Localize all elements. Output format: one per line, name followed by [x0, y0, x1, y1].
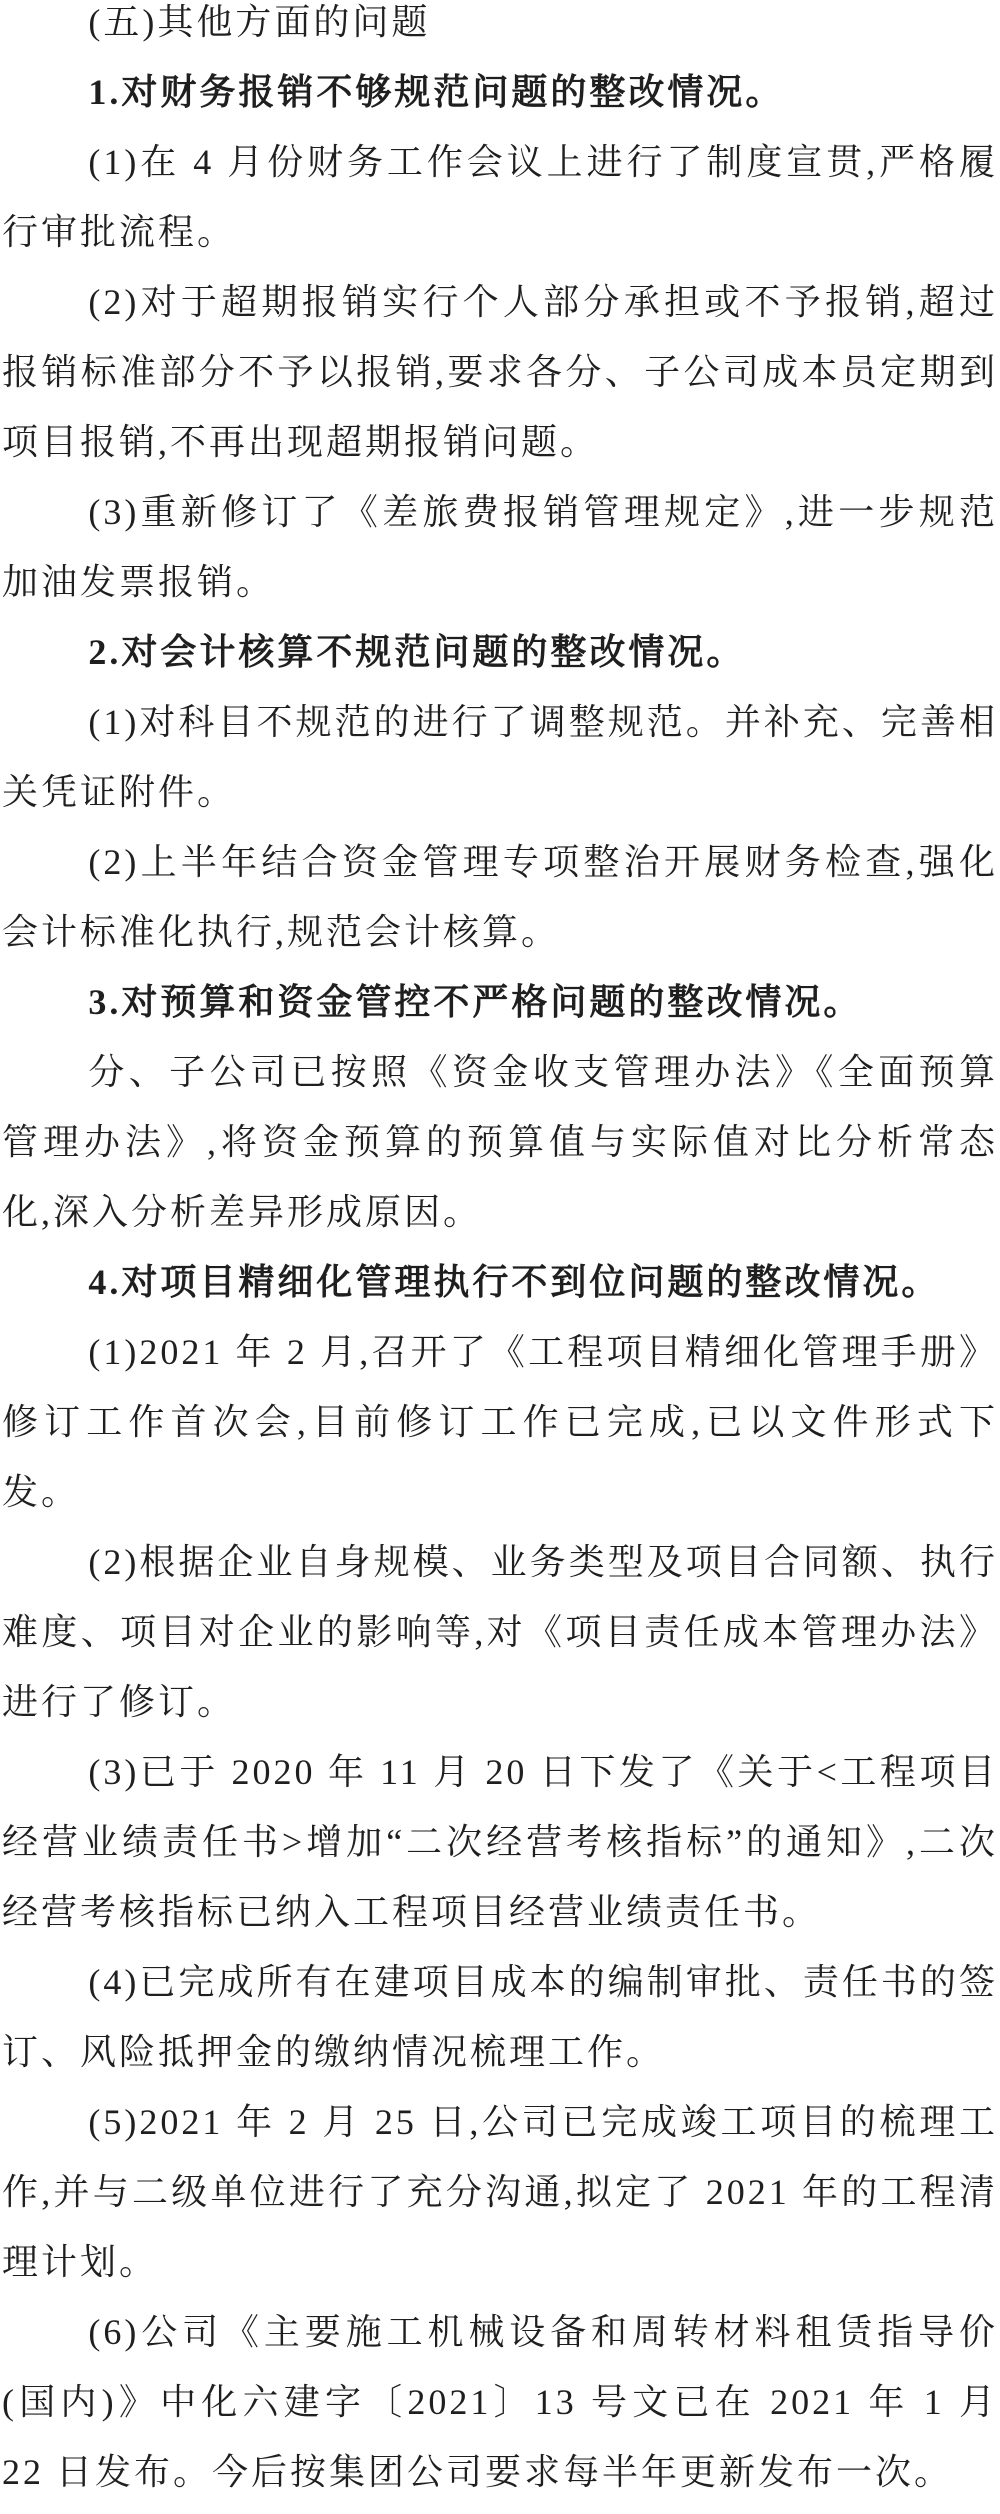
- paragraph: (6)公司《主要施工机械设备和周转材料租赁指导价(国内)》中化六建字〔2021〕13 号文已在 2021 年 1 月 22 日发布。今后按集团公司要求每半年更新发布一次。: [2, 2312, 998, 2492]
- section-heading: 1.对财务报销不够规范问题的整改情况。: [88, 72, 785, 112]
- section-heading: 4.对项目精细化管理执行不到位问题的整改情况。: [88, 1262, 941, 1302]
- paragraph: (3)已于 2020 年 11 月 20 日下发了《关于<工程项目经营业绩责任书>增加“二次经营考核指标”的通知》,二次经营考核指标已纳入工程项目经营业绩责任书。: [2, 1752, 998, 1932]
- section-heading: 3.对预算和资金管控不严格问题的整改情况。: [88, 982, 863, 1022]
- paragraph: (1)2021 年 2 月,召开了《工程项目精细化管理手册》修订工作首次会,目前修订工作已完成,已以文件形式下发。: [2, 1332, 998, 1512]
- paragraph: (4)已完成所有在建项目成本的编制审批、责任书的签订、风险抵押金的缴纳情况梳理工作。: [2, 1962, 998, 2072]
- paragraph: (2)根据企业自身规模、业务类型及项目合同额、执行难度、项目对企业的影响等,对《项目责任成本管理办法》进行了修订。: [2, 1542, 998, 1722]
- paragraph: (3)重新修订了《差旅费报销管理规定》,进一步规范加油发票报销。: [2, 492, 998, 602]
- paragraph: 分、子公司已按照《资金收支管理办法》《全面预算管理办法》,将资金预算的预算值与实际值对比分析常态化,深入分析差异形成原因。: [2, 1052, 998, 1232]
- paragraph: (2)对于超期报销实行个人部分承担或不予报销,超过报销标准部分不予以报销,要求各分、子公司成本员定期到项目报销,不再出现超期报销问题。: [2, 282, 998, 462]
- paragraph: (5)2021 年 2 月 25 日,公司已完成竣工项目的梳理工作,并与二级单位进行了充分沟通,拟定了 2021 年的工程清理计划。: [2, 2102, 998, 2282]
- section-heading: 2.对会计核算不规范问题的整改情况。: [88, 632, 746, 672]
- paragraph: (1)对科目不规范的进行了调整规范。并补充、完善相关凭证附件。: [2, 702, 998, 812]
- paragraph: (五)其他方面的问题: [88, 2, 431, 42]
- document-body: [2, 0, 998, 2507]
- paragraph: (2)上半年结合资金管理专项整治开展财务检查,强化会计标准化执行,规范会计核算。: [2, 842, 998, 952]
- paragraph: (1)在 4 月份财务工作会议上进行了制度宣贯,严格履行审批流程。: [2, 142, 998, 252]
